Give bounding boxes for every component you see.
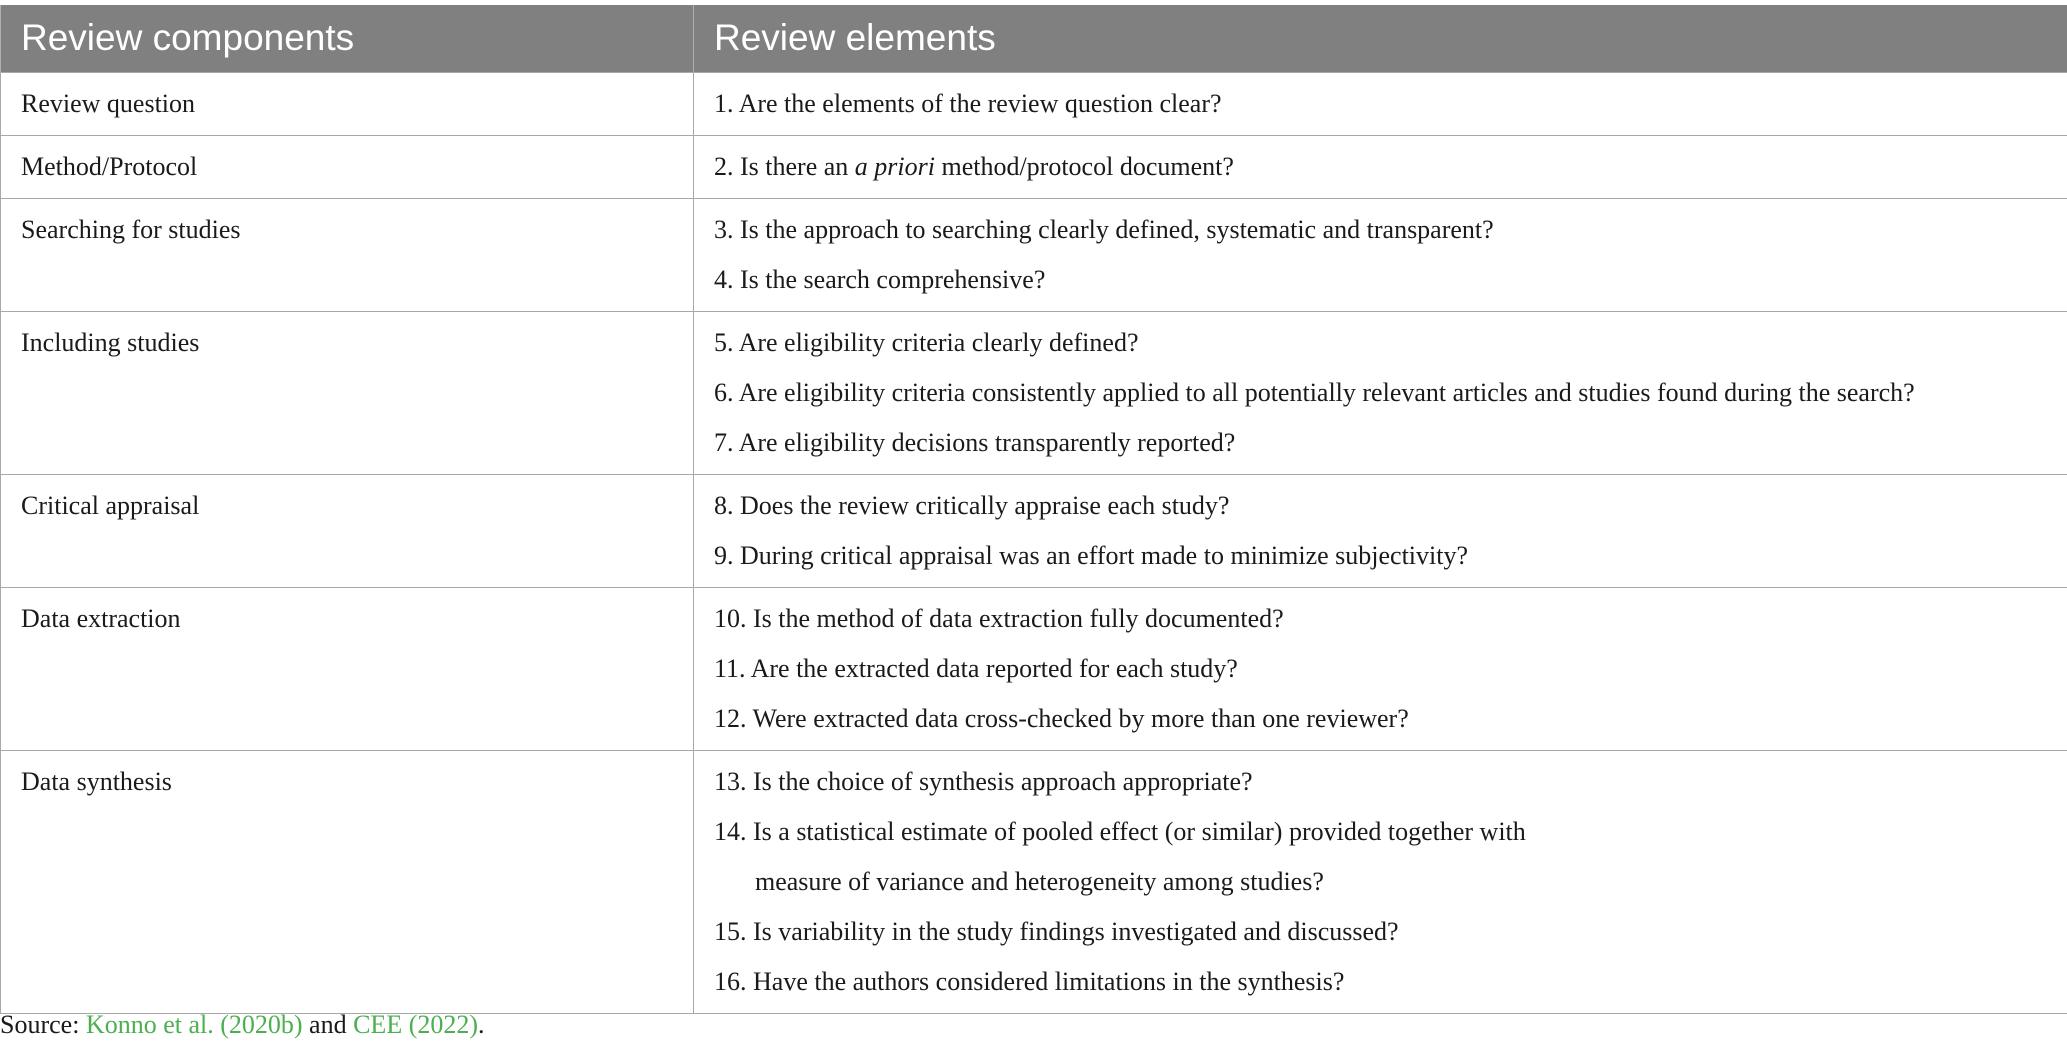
column-header-review-components: Review components — [1, 5, 694, 72]
review-element: 7. Are eligibility decisions transparently reported? — [714, 427, 1236, 457]
column-header-review-elements: Review elements — [694, 5, 2067, 72]
review-table-container — [0, 5, 2067, 1014]
table-row — [1, 135, 2067, 198]
review-table — [0, 5, 2067, 1014]
reference-link-konno[interactable]: Konno et al. (2020b) — [85, 1010, 303, 1039]
review-component-cell: Data extraction — [1, 587, 694, 750]
review-elements-cell — [694, 311, 2067, 474]
table-row — [1, 587, 2067, 750]
review-element-continuation: measure of variance and heterogeneity among studies? — [755, 866, 1324, 896]
review-elements-cell — [694, 750, 2067, 1013]
source-suffix: . — [478, 1010, 485, 1039]
review-element: 15. Is variability in the study findings investigated and discussed? — [714, 916, 1399, 946]
source-middle: and — [302, 1010, 354, 1039]
review-element-suffix: method/protocol document? — [934, 151, 1234, 181]
review-element-italic: a priori — [854, 151, 935, 181]
table-row — [1, 72, 2067, 135]
review-elements-cell — [694, 474, 2067, 587]
review-element: 12. Were extracted data cross-checked by more than one reviewer? — [714, 703, 1409, 733]
reference-link-cee[interactable]: CEE (2022) — [353, 1010, 479, 1039]
review-element: 5. Are eligibility criteria clearly defined? — [714, 327, 1139, 357]
review-component-cell: Data synthesis — [1, 750, 694, 1013]
review-element: 1. Are the elements of the review question clear? — [714, 88, 1222, 118]
review-component-cell: Searching for studies — [1, 198, 694, 311]
review-element: 6. Are eligibility criteria consistently applied to all potentially relevant articles and studies found during the search? — [714, 377, 1915, 407]
review-elements-cell — [694, 198, 2067, 311]
table-row — [1, 311, 2067, 474]
review-element: 11. Are the extracted data reported for each study? — [714, 653, 1238, 683]
review-component-cell: Review question — [1, 72, 694, 135]
review-component-cell: Including studies — [1, 311, 694, 474]
review-element: 4. Is the search comprehensive? — [714, 264, 1046, 294]
review-element: 14. Is a statistical estimate of pooled effect (or similar) provided together with — [714, 816, 1526, 846]
review-element: 16. Have the authors considered limitations in the synthesis? — [714, 966, 1345, 996]
review-component-cell: Critical appraisal — [1, 474, 694, 587]
review-element: 3. Is the approach to searching clearly defined, systematic and transparent? — [714, 214, 1494, 244]
review-component-cell: Method/Protocol — [1, 135, 694, 198]
table-row — [1, 198, 2067, 311]
review-elements-cell — [694, 587, 2067, 750]
table-row — [1, 474, 2067, 587]
source-note — [0, 1010, 485, 1040]
table-row — [1, 750, 2067, 1013]
review-element: 10. Is the method of data extraction fully documented? — [714, 603, 1284, 633]
review-element: 9. During critical appraisal was an effort made to minimize subjectivity? — [714, 540, 1468, 570]
review-element: 8. Does the review critically appraise each study? — [714, 490, 1230, 520]
review-element — [714, 142, 2067, 192]
review-elements-cell — [694, 135, 2067, 198]
header-row — [1, 5, 2067, 72]
review-elements-cell — [694, 72, 2067, 135]
source-prefix: Source: — [0, 1010, 86, 1039]
review-element: 13. Is the choice of synthesis approach appropriate? — [714, 766, 1253, 796]
review-element-prefix: 2. Is there an — [714, 151, 855, 181]
